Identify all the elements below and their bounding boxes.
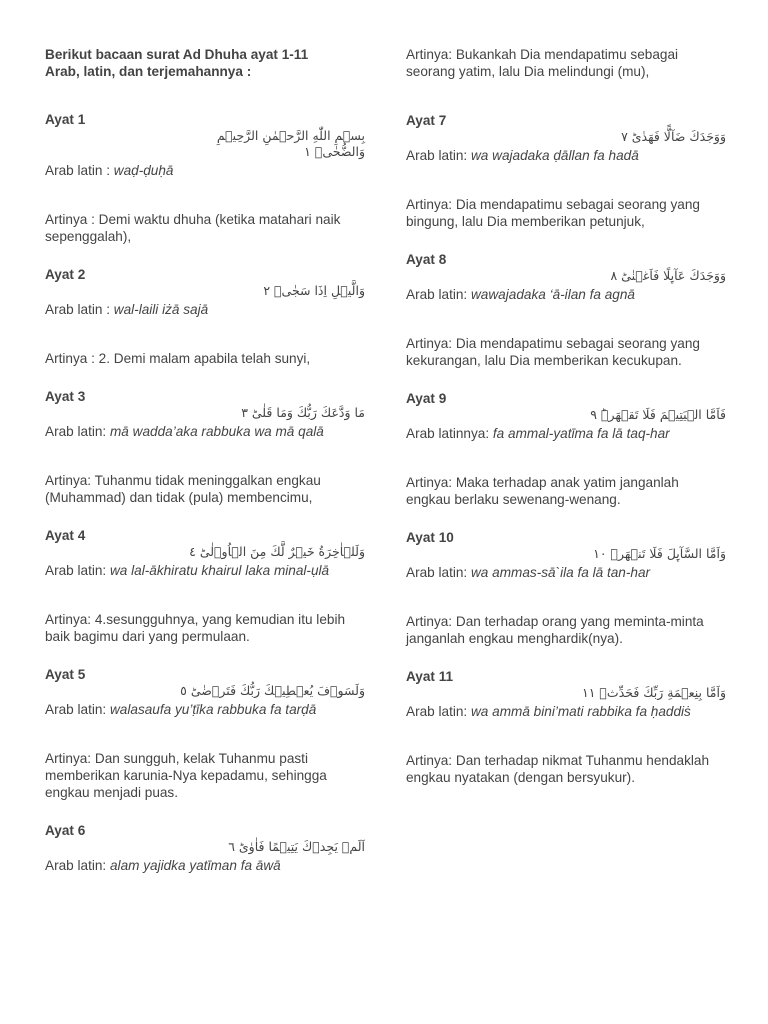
latin-text: fa ammal-yatīma fa lā taq-har — [492, 426, 670, 441]
latin-label: Arab latin: — [406, 565, 471, 580]
arabic-verse — [406, 546, 726, 562]
translation-label: Artinya: — [45, 612, 95, 627]
arabic-verse — [45, 683, 365, 699]
ayat-block-7 — [406, 112, 726, 230]
ayat-block-11 — [406, 668, 726, 786]
latin-transliteration — [45, 301, 365, 318]
latin-label: Arab latinnya: — [406, 426, 493, 441]
translation-text: Dan terhadap nikmat Tuhanmu hendaklah engkau nyatakan (dengan bersyukur). — [406, 753, 710, 785]
translation — [406, 196, 726, 230]
ayat-title: Ayat 6 — [45, 823, 86, 838]
arabic-verse — [406, 129, 726, 145]
latin-transliteration — [45, 857, 365, 874]
translation — [406, 613, 726, 647]
translation — [45, 611, 365, 645]
latin-transliteration — [45, 423, 365, 440]
latin-label: Arab latin: — [45, 563, 110, 578]
translation-text: Dia mendapatimu sebagai seorang yang bingung, lalu Dia memberikan petunjuk, — [406, 197, 700, 229]
arabic-verse — [45, 128, 365, 160]
latin-text: wal-laili iżā sajā — [113, 302, 209, 317]
ayat-title: Ayat 8 — [406, 252, 447, 267]
intro-title-line-1: Berikut bacaan surat Ad Dhuha ayat 1-11 — [45, 47, 309, 62]
translation-text: 4.sesungguhnya, yang kemudian itu lebih baik bagimu dari yang permulaan. — [45, 612, 346, 644]
latin-text: wa ammas-sā`ila fa lā tan-har — [470, 565, 651, 580]
ayat-block-6 — [45, 822, 365, 874]
translation — [45, 211, 365, 245]
latin-text: walasaufa yu’ṭīka rabbuka fa tarḍā — [109, 702, 317, 717]
latin-text: waḍ-ḍuḥā — [113, 163, 174, 178]
arabic-verse — [406, 268, 726, 284]
ayat-title: Ayat 2 — [45, 267, 86, 282]
translation-text: Dan terhadap orang yang meminta-minta janganlah engkau menghardik(nya). — [406, 614, 704, 646]
ayat-title: Ayat 4 — [45, 528, 86, 543]
latin-transliteration — [45, 162, 365, 179]
latin-transliteration — [406, 147, 726, 164]
ayat-block-3 — [45, 388, 365, 506]
arabic-line: بِسۡمِ اللّٰهِ الرَّحۡمٰنِ الرَّحِيۡمِ — [216, 128, 365, 143]
ayat-block-2 — [45, 266, 365, 367]
arabic-line: فَاَمَّا الۡيَتِيۡمَ فَلَا تَقۡهَرۡؕ‏ ٩ — [590, 407, 726, 422]
translation-text: Dia mendapatimu sebagai seorang yang kekurangan, lalu Dia memberikan kecukupan. — [406, 336, 700, 368]
translation — [406, 752, 726, 786]
right-column — [406, 46, 726, 807]
translation-text: Maka terhadap anak yatim janganlah engkau berlaku sewenang-wenang. — [406, 475, 679, 507]
arabic-line: اَلَمۡ يَجِدۡكَ يَتِيۡمًا فَاٰوٰىؕ‏ ٦ — [228, 839, 365, 854]
arabic-line: وَوَجَدَكَ عَآٮِٕلًا فَاَغۡنٰىؕ‏ ٨ — [610, 268, 726, 283]
ayat-title: Ayat 10 — [406, 530, 454, 545]
arabic-line: وَاَمَّا بِنِعۡمَةِ رَبِّكَ فَحَدِّثۡ‏ ١١ — [582, 685, 726, 700]
translation-text: 2. Demi malam apabila telah sunyi, — [98, 351, 311, 366]
latin-label: Arab latin: — [45, 702, 110, 717]
ayat-block-1 — [45, 111, 365, 245]
translation-label: Artinya: — [406, 197, 456, 212]
ayat-title: Ayat 9 — [406, 391, 447, 406]
ayat-block-9 — [406, 390, 726, 508]
latin-transliteration — [406, 703, 726, 720]
latin-transliteration — [406, 564, 726, 581]
latin-text: mā wadda’aka rabbuka wa mā qalā — [109, 424, 324, 439]
arabic-line: وَالَّيۡلِ اِذَا سَجٰىۙ‏ ٢ — [263, 283, 365, 298]
latin-label: Arab latin: — [406, 287, 471, 302]
ayat-block-4 — [45, 527, 365, 645]
arabic-line: وَالضُّحٰىۙ‏ ١ — [304, 144, 365, 159]
translation — [45, 472, 365, 506]
ayat-6-translation: Artinya: Bukankah Dia mendapatimu sebagai seorang yatim, lalu Dia melindungi (mu), — [406, 47, 679, 79]
arabic-verse — [45, 405, 365, 421]
translation-label: Artinya: — [406, 614, 456, 629]
latin-label: Arab latin: — [406, 704, 471, 719]
ayat-title: Ayat 1 — [45, 112, 86, 127]
intro-title-line-2: Arab, latin, dan terjemahannya : — [45, 64, 252, 79]
latin-text: wawajadaka ‘ā-ilan fa agnā — [470, 287, 635, 302]
translation-label: Artinya: — [45, 751, 95, 766]
ayat-title: Ayat 3 — [45, 389, 86, 404]
ayat-block-10 — [406, 529, 726, 647]
arabic-verse — [406, 685, 726, 701]
left-column — [45, 46, 365, 895]
latin-text: alam yajidka yatīman fa āwā — [109, 858, 281, 873]
translation-text: Dan sungguh, kelak Tuhanmu pasti memberikan karunia-Nya kepadamu, sehingga engkau menjadi puas. — [45, 751, 327, 800]
translation-text: Demi waktu dhuha (ketika matahari naik sepenggalah), — [45, 212, 341, 244]
translation — [45, 350, 365, 367]
arabic-verse — [406, 407, 726, 423]
latin-transliteration — [45, 562, 365, 579]
arabic-verse — [45, 283, 365, 299]
latin-transliteration — [406, 286, 726, 303]
arabic-verse — [45, 544, 365, 560]
arabic-line: وَلَلۡاٰخِرَةُ خَيۡرٌ لَّكَ مِنَ الۡاُوۡلٰىؕ‏ ٤ — [189, 544, 365, 559]
translation-label: Artinya : — [45, 212, 99, 227]
translation-text: Tuhanmu tidak meninggalkan engkau (Muhammad) dan tidak (pula) membencimu, — [45, 473, 321, 505]
arabic-line: وَوَجَدَكَ ضَآلًّا فَهَدٰىؕ‏ ٧ — [621, 129, 726, 144]
latin-label: Arab latin : — [45, 163, 114, 178]
ayat-title: Ayat 5 — [45, 667, 86, 682]
latin-label: Arab latin: — [406, 148, 471, 163]
translation-label: Artinya: — [406, 336, 456, 351]
arabic-line: وَلَسَوۡفَ يُعۡطِيۡكَ رَبُّكَ فَتَرۡضٰىؕ‏ ٥ — [180, 683, 365, 698]
arabic-verse — [45, 839, 365, 855]
arabic-line: مَا وَدَّعَكَ رَبُّكَ وَمَا قَلٰىؕ‏ ٣ — [241, 405, 365, 420]
ayat-block-5 — [45, 666, 365, 801]
latin-label: Arab latin: — [45, 858, 110, 873]
translation — [45, 750, 365, 801]
translation — [406, 474, 726, 508]
translation-label: Artinya: — [406, 753, 456, 768]
latin-text: wa ammā bini’mati rabbika fa ḥaddiṡ — [470, 704, 691, 719]
ayat-block-8 — [406, 251, 726, 369]
translation-label: Artinya : — [45, 351, 99, 366]
intro-title — [45, 46, 365, 80]
ayat-title: Ayat 7 — [406, 113, 447, 128]
left-ayat-list — [45, 111, 365, 874]
latin-label: Arab latin : — [45, 302, 114, 317]
latin-label: Arab latin: — [45, 424, 110, 439]
latin-text: wa lal-ākhiratu khairul laka minal-ụlā — [109, 563, 330, 578]
latin-transliteration — [45, 701, 365, 718]
translation-label: Artinya: — [406, 475, 456, 490]
translation-label: Artinya: — [45, 473, 95, 488]
translation — [406, 335, 726, 369]
right-ayat-list — [406, 112, 726, 786]
latin-transliteration — [406, 425, 726, 442]
ayat-title: Ayat 11 — [406, 669, 454, 684]
arabic-line: وَاَمَّا السَّآٮِٕلَ فَلَا تَنۡهَرۡ ١٠ — [593, 546, 726, 561]
latin-text: wa wajadaka ḍāllan fa hadā — [470, 148, 639, 163]
